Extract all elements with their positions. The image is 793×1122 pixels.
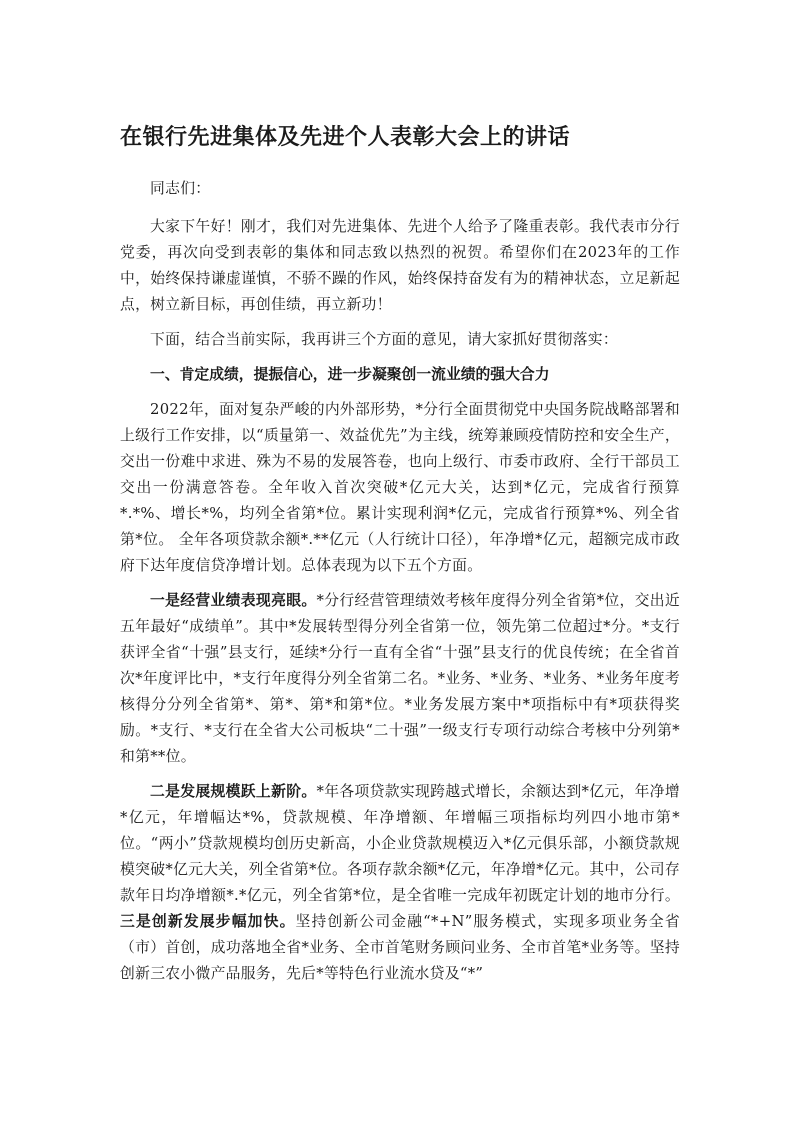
section-heading-1: 一、肯定成绩，提振信心，进一步凝聚创一流业绩的强大合力 (150, 366, 550, 383)
text-innovation: 坚持创新公司金融“*+N”服务模式，实现多项业务全省（市）首创，成功落地全省*业务、全市首笔财务顾问业务、全市首笔*业务等。坚持创新三农小微产品服务，先后*等特色行业流水贷及“*” (120, 913, 680, 982)
lead-innovation: 三是创新发展步幅加快。 (120, 913, 296, 930)
document-title: 在银行先进集体及先进个人表彰大会上的讲话 (120, 125, 571, 150)
paragraph-intro: 下面，结合当前实际，我再讲三个方面的意见，请大家抓好贯彻落实： (150, 331, 619, 348)
text-business-performance: *分行经营管理绩效考核年度得分列全省第*位，交出近五年最好“成绩单”。其中*发展转型得分列全省第一位，领先第二位超过*分。*支行获评全省“十强”县支行，延续*分行一直有全省“十强”县支行的优良传统；在全省首次*年度评比中，*支行年度得分列全省第二名。*业务、*业务、*业务、*业务年度考核得分分列全省第*、第*、第*和第*位。*业务发展方案中*项指标中有*项获得奖励。*支行、*支行在全省大公司板块“二十强”一级支行专项行动综合考核中分列第*和第**位。 (120, 592, 680, 765)
lead-business-performance: 一是经营业绩表现亮眼。 (150, 592, 317, 609)
lead-scale-growth: 二是发展规模跃上新阶。 (150, 783, 317, 800)
salutation: 同志们： (150, 180, 211, 197)
document-page (120, 118, 680, 996)
text-scale-growth: *年各项贷款实现跨越式增长，余额达到*亿元，年净增*亿元，年增幅达*%，贷款规模、年净增额、年增幅三项指标均列四小地市第*位。“两小”贷款规模均创历史新高，小企业贷款规模迈入*亿元俱乐部，小额贷款规模突破*亿元大关，列全省第*位。各项存款余额*亿元，年净增*亿元。其中，公司存款年日均净增额*.*亿元，列全省第*位，是全省唯一完成年初既定计划的地市分行。 (120, 783, 680, 904)
paragraph-2022-summary: 2022年，面对复杂严峻的内外部形势，*分行全面贯彻党中央国务院战略部署和上级行工作安排，以“质量第一、效益优先”为主线，统筹兼顾疫情防控和安全生产，交出一份难中求进、殊为不易的发展答卷，也向上级行、市委市政府、全行干部员工交出一份满意答卷。全年收入首次突破*亿元大关，达到*亿元，完成省行预算*.*%、增长*%，均列全省第*位。累计实现利润*亿元，完成省行预算*%、列全省第*位。 全年各项贷款余额*.**亿元（人行统计口径），年净增*亿元，超额完成市政府下达年度信贷净增计划。总体表现为以下五个方面。 (120, 401, 680, 574)
paragraph-business-performance (120, 588, 680, 770)
paragraph-greeting: 大家下午好！刚才，我们对先进集体、先进个人给予了隆重表彰。我代表市分行党委，再次向受到表彰的集体和同志致以热烈的祝贺。希望你们在2023年的工作中，始终保持谦虚谨慎，不骄不躁的作风，始终保持奋发有为的精神状态，立足新起点，树立新目标，再创佳绩，再立新功！ (120, 218, 680, 313)
paragraph-scale-growth (120, 779, 680, 987)
